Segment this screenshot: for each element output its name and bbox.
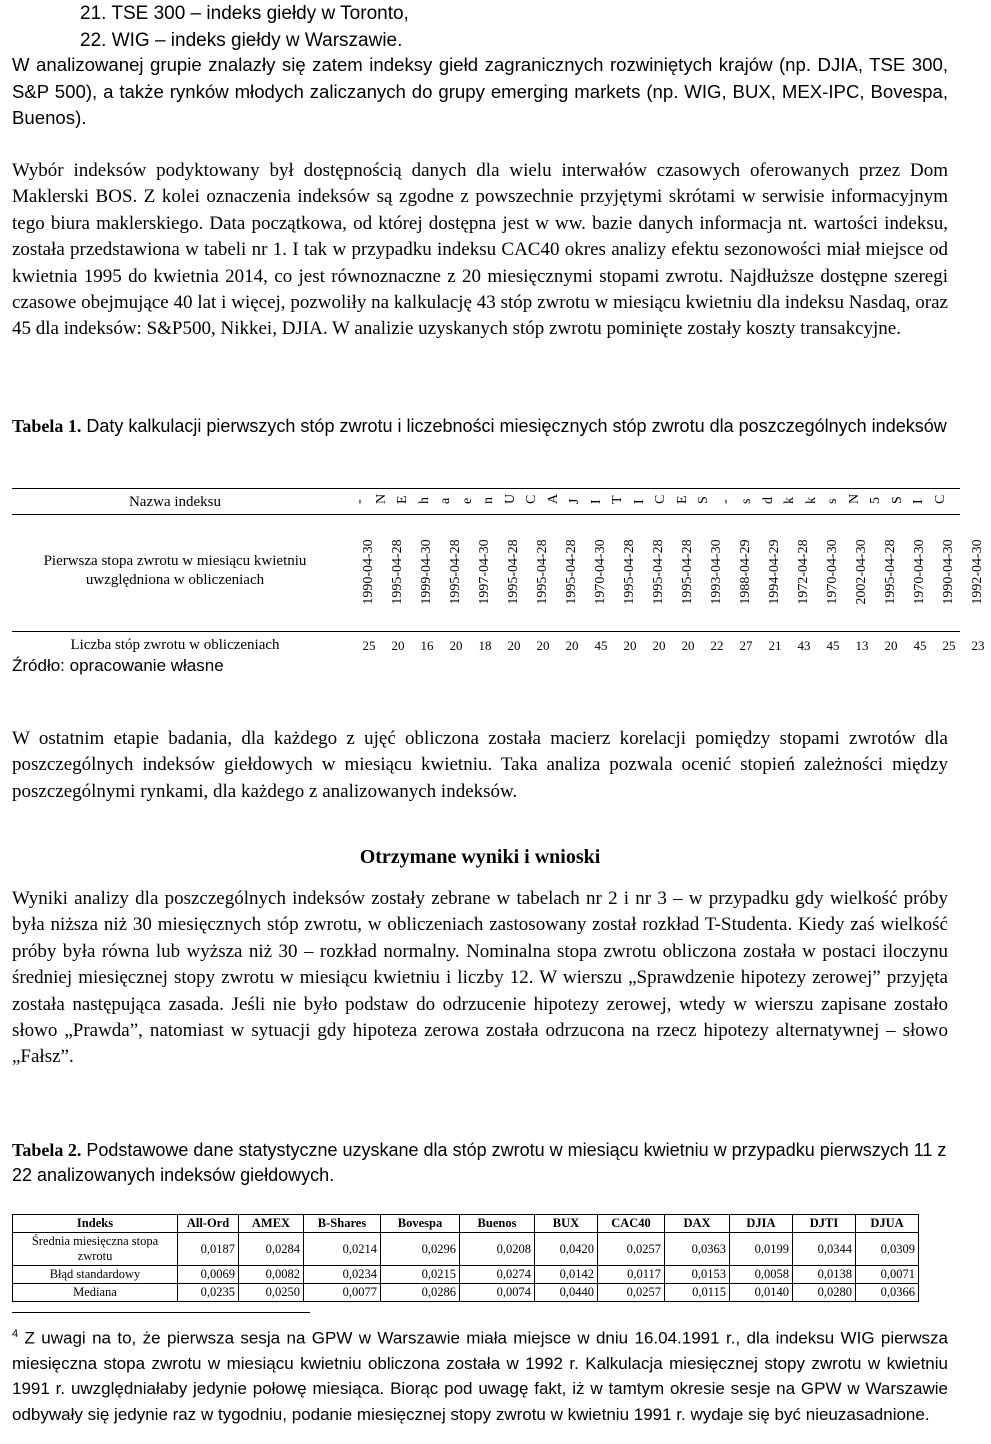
- table2-value-cell: 0,0117: [598, 1266, 665, 1284]
- table1-count-cell: 43: [797, 638, 811, 653]
- table1-date-text: 1997-04-30: [477, 539, 492, 605]
- table1-header-glyph-text: A: [545, 493, 561, 504]
- table1-date-cell: [678, 522, 698, 622]
- table1-count-cell: 45: [594, 638, 608, 653]
- table1-header-glyph-text: E: [395, 495, 410, 504]
- table2-value-cell: 0,0069: [178, 1266, 239, 1284]
- table1-date-text: 1970-04-30: [825, 539, 840, 605]
- table1-header-glyph-text: N: [846, 493, 862, 504]
- table2-header-cell: DJUA: [856, 1215, 919, 1233]
- table1-date-text: 1995-04-28: [535, 539, 550, 605]
- table1-count-cell: 20: [623, 638, 637, 653]
- table1-header-glyph-text: k: [803, 497, 819, 504]
- table1-header-glyph-text: s: [739, 498, 754, 504]
- table1-date-text: 1972-04-28: [796, 539, 811, 605]
- table2-value-cell: 0,0140: [730, 1284, 793, 1302]
- table2-caption-label: Tabela 2.: [12, 1140, 82, 1160]
- table-row: [13, 1284, 919, 1302]
- table2-value-cell: 0,0215: [381, 1266, 460, 1284]
- table1-header-glyph-text: C: [932, 494, 948, 504]
- table1-header-glyph: [868, 488, 884, 512]
- table1-header-glyph: [395, 488, 411, 512]
- table1-header-glyph: [761, 488, 777, 512]
- table1-date-cell: [620, 522, 640, 622]
- table2-header-cell: Buenos: [460, 1215, 535, 1233]
- table1-date-cell: [881, 522, 901, 622]
- table2-value-cell: 0,0187: [178, 1233, 239, 1266]
- table1-date-text: 1995-04-28: [390, 539, 405, 605]
- table1-header-glyph-text: k: [782, 497, 797, 504]
- table1-row-count-label: Liczba stóp zwrotu w obliczeniach: [70, 637, 280, 653]
- table2-header-cell: AMEX: [239, 1215, 304, 1233]
- table1-date-text: 1995-04-28: [622, 539, 637, 605]
- table1-count-cell: 25: [942, 638, 956, 653]
- table1-header-glyph-text: I: [911, 499, 926, 504]
- table1-date-text: 1995-04-28: [680, 539, 695, 605]
- table1-caption-label: Tabela 1.: [12, 416, 82, 436]
- table1-header-glyph: [718, 488, 734, 512]
- table-rule: [12, 514, 960, 515]
- table1-date-text: 1970-04-30: [912, 539, 927, 605]
- table1-date-cell: [562, 522, 582, 622]
- table2-value-cell: 0,0142: [535, 1266, 598, 1284]
- table-row: [13, 1233, 919, 1266]
- table1-date-text: 1994-04-29: [767, 539, 782, 605]
- paragraph-correlation: W ostatnim etapie badania, dla każdego z ujęć obliczona została macierz korelacji pomiędzy stopami zwrotów dla poszczególnych indeksów giełdowych w miesiącu kwietniu. Taka analiza pozwala ocenić stopień zależności między poszczególnymi rynkami, dla każdego z analizowanych indeksów.: [12, 728, 948, 802]
- table1-date-cell: [359, 522, 379, 622]
- table2-value-cell: 0,0077: [304, 1284, 381, 1302]
- table1-count-cell: 20: [536, 638, 550, 653]
- table1-header-glyph-text: E: [674, 495, 690, 504]
- table1-date-cell: [736, 522, 756, 622]
- index-list: [80, 0, 409, 54]
- table1-count-cell: 45: [826, 638, 840, 653]
- paragraph-results: Wyniki analizy dla poszczególnych indeksów zostały zebrane w tabelach nr 2 i nr 3 – w przypadku gdy wielkość próby była niższa niż 30 miesięcznych stóp zwrotu, w obliczeniach zastosowany został rozkład T-Studenta. Kiedy zaś wielkość próby była równa lub wyższa niż 30 – rozkład normalny. Nominalna stopa zwrotu obliczona została w postaci iloczynu średniej miesięcznej stopy zwrotu w miesiącu kwietniu i liczby 12. W wierszu „Sprawdzenie hipotezy zerowej” przyjęta została następująca zasada. Jeśli nie było podstaw do odrzucenie hipotezy zerowej, wtedy w wierszu zapisane zostało słowo „Prawda”, natomiast w sytuacji gdy hipoteza zerowa została odrzucona na rzecz hipotezy alternatywnej – słowo „Fałsz”.: [12, 888, 948, 1068]
- table1-date-text: 1995-04-28: [883, 539, 898, 605]
- table1-header-glyph-text: a: [438, 497, 453, 504]
- table1-date-cell: [475, 522, 495, 622]
- table2-value-cell: 0,0440: [535, 1284, 598, 1302]
- table1-date-text: 1970-04-30: [593, 539, 608, 605]
- table2-row-label: Mediana: [13, 1284, 178, 1302]
- table1-header-glyph-text: 5: [868, 497, 883, 504]
- table2-value-cell: 0,0257: [598, 1284, 665, 1302]
- table1-header-glyph-text: N: [373, 493, 389, 504]
- table1-date-cell: [446, 522, 466, 622]
- table2-body: [13, 1233, 919, 1302]
- table2-value-cell: 0,0296: [381, 1233, 460, 1266]
- table1-header-glyph: [438, 488, 454, 512]
- table1-count-cell: 20: [652, 638, 666, 653]
- footnote-rule: [12, 1312, 310, 1313]
- table1-date-cell: [707, 522, 727, 622]
- table1-header-glyph: [567, 488, 583, 512]
- table1-header-glyph-text: e: [459, 497, 475, 504]
- table1-date-cell: [968, 522, 988, 622]
- table1-date-text: 1995-04-28: [448, 539, 463, 605]
- table1-header-glyph-text: S: [696, 496, 711, 504]
- table1-header-glyph: [503, 488, 519, 512]
- table2-value-cell: 0,0138: [793, 1266, 856, 1284]
- table2-header-cell: Indeks: [13, 1215, 178, 1233]
- table1-header-glyph: [653, 488, 669, 512]
- table1-date-cell: [417, 522, 437, 622]
- table1-count-cell: 18: [478, 638, 492, 653]
- table1-header-glyph-text: d: [760, 497, 776, 504]
- table2-header-cell: DJIA: [730, 1215, 793, 1233]
- table2-header-cell: B-Shares: [304, 1215, 381, 1233]
- table1-header-glyph: [417, 488, 433, 512]
- table2-value-cell: 0,0257: [598, 1233, 665, 1266]
- paragraph-analyzed-group: W analizowanej grupie znalazły się zatem indeksy giełd zagranicznych rozwiniętych krajów (np. DJIA, TSE 300, S&P 500), a także rynków młodych zaliczanych do grupy emerging markets (np. WIG, BUX, MEX-IPC, Bovespa, Buenos).: [12, 54, 948, 128]
- table1-header-glyph: [847, 488, 863, 512]
- table2-value-cell: 0,0074: [460, 1284, 535, 1302]
- list-item: 21. TSE 300 – indeks giełdy w Toronto,: [80, 3, 409, 24]
- paragraph-index-selection: Wybór indeksów podyktowany był dostępnością danych dla wielu interwałów czasowych oferowanych przez Dom Maklerski BOS. Z kolei oznaczenia indeksów są zgodne z powszechnie przyjętymi skrótami w serwisie informacyjnym tego biura maklerskiego. Data początkowa, od której dostępna jest w ww. bazie danych informacja nt. wartości indeksu, została przedstawiona w tabeli nr 1. I tak w przypadku indeksu CAC40 okres analizy efektu sezonowości miał miejsce od kwietnia 1995 do kwietnia 2014, co jest równoznaczne z 20 miesięcznymi stopami zwrotu. Najdłuższe dostępne szeregi czasowe obejmujące 40 lat i więcej, pozwoliły na kalkulację 43 stóp zwrotu w miesiącu kwietniu dla indeksu Nasdaq, oraz 45 dla indeksów: S&P500, Nikkei, DJIA. W analizie uzyskanych stóp zwrotu pominięte zostały koszty transakcyjne.: [12, 160, 948, 340]
- table2-caption: [12, 1138, 948, 1188]
- table1-date-text: 1990-04-30: [941, 539, 956, 605]
- table2-row-label: Średnia miesięczna stopa zwrotu: [13, 1233, 178, 1266]
- table2-value-cell: 0,0284: [239, 1233, 304, 1266]
- table2-value-cell: 0,0071: [856, 1266, 919, 1284]
- table1-header-glyph-text: h: [416, 497, 432, 504]
- table1-count-cell: 20: [391, 638, 405, 653]
- table1-date-cell: [388, 522, 408, 622]
- table-row: [13, 1266, 919, 1284]
- table1-date-text: 1995-04-28: [564, 539, 579, 605]
- table1-header-glyph: [610, 488, 626, 512]
- table1-count-cell: 16: [420, 638, 434, 653]
- table2-value-cell: 0,0208: [460, 1233, 535, 1266]
- table2-header-cell: All-Ord: [178, 1215, 239, 1233]
- table1-count-cell: 22: [710, 638, 724, 653]
- table1-count-cell: 45: [913, 638, 927, 653]
- table1-header-glyph: [374, 488, 390, 512]
- table1-header-glyph-text: J: [567, 498, 582, 504]
- table1-date-cell: [649, 522, 669, 622]
- table1-date-text: 1990-04-30: [361, 539, 376, 605]
- table1-date-cell: [794, 522, 814, 622]
- table1-header-glyph: [524, 488, 540, 512]
- table2-value-cell: 0,0286: [381, 1284, 460, 1302]
- footnote-text: Z uwagi na to, że pierwsza sesja na GPW w Warszawie miała miejsce w dniu 16.04.1991 r., dla indeksu WIG pierwsza miesięczna stopa zwrotu w miesiącu kwietniu obliczona została w 1992 r. Kalkulacja miesięcznej stopy zwrotu w kwietniu 1991 r. uwzględniałaby jedynie połowę miesiąca. Biorąc pod uwagę fakt, iż w tamtym okresie sesje na GPW w Warszawie odbywały się jedynie raz w tygodniu, podanie miesięcznej stopy zwrotu w kwietniu 1991 r. wydaje się być nieuzasadnione.: [12, 1328, 948, 1424]
- table2-value-cell: 0,0366: [856, 1284, 919, 1302]
- table1-header-glyph-text: U: [502, 493, 518, 504]
- table1-caption-text: Daty kalkulacji pierwszych stóp zwrotu i liczebności miesięcznych stóp zwrotu dla poszczególnych indeksów: [81, 416, 947, 436]
- table1-header-glyph: [481, 488, 497, 512]
- section-heading: Otrzymane wyniki i wnioski: [359, 846, 601, 868]
- table1-count-cell: 20: [884, 638, 898, 653]
- table1-header-glyph: [460, 488, 476, 512]
- table1-date-text: 2002-04-30: [854, 539, 869, 605]
- table2-header-cell: CAC40: [598, 1215, 665, 1233]
- table1-count-cell: 27: [739, 638, 753, 653]
- table1-header-glyph-text: C: [524, 494, 539, 504]
- table2-value-cell: 0,0214: [304, 1233, 381, 1266]
- table2-value-cell: 0,0082: [239, 1266, 304, 1284]
- table2-value-cell: 0,0199: [730, 1233, 793, 1266]
- table1-count-cell: 25: [362, 638, 376, 653]
- table1-source: Źródło: opracowanie własne: [12, 656, 224, 675]
- table2-value-cell: 0,0250: [239, 1284, 304, 1302]
- table1-count-cell: 13: [855, 638, 869, 653]
- table2-value-cell: 0,0363: [665, 1233, 730, 1266]
- table2-value-cell: 0,0115: [665, 1284, 730, 1302]
- table1-date-cell: [765, 522, 785, 622]
- table2-caption-text: Podstawowe dane statystyczne uzyskane dla stóp zwrotu w miesiącu kwietniu w przypadku pierwszych 11 z 22 analizowanych indeksów giełdowych.: [12, 1140, 947, 1185]
- table1-header-glyph: [546, 488, 562, 512]
- table2-header-cell: BUX: [535, 1215, 598, 1233]
- table1-header-glyph-text: I: [631, 499, 647, 504]
- table2-value-cell: 0,0274: [460, 1266, 535, 1284]
- table1-caption: [12, 414, 948, 439]
- table1-count-cell: 20: [565, 638, 579, 653]
- table1-header-glyph: [696, 488, 712, 512]
- table2-value-cell: 0,0235: [178, 1284, 239, 1302]
- table-rule: [12, 631, 960, 632]
- table1-header-glyph: [675, 488, 691, 512]
- table1-header-glyph: [782, 488, 798, 512]
- table2-row-label: Błąd standardowy: [13, 1266, 178, 1284]
- table1-date-cell: [910, 522, 930, 622]
- table2-value-cell: 0,0309: [856, 1233, 919, 1266]
- footnote-number: 4: [12, 1328, 19, 1340]
- footnote: [12, 1322, 948, 1427]
- table1-header-glyph-text: T: [610, 495, 625, 504]
- table2-value-cell: 0,0420: [535, 1233, 598, 1266]
- table1-header-glyph: [825, 488, 841, 512]
- table1-header-glyph-text: -: [717, 499, 733, 504]
- table1-header-glyph: [911, 488, 927, 512]
- table1-header-glyph: [739, 488, 755, 512]
- table1-header-glyph-text: s: [825, 498, 840, 504]
- table1-header-glyph: [933, 488, 949, 512]
- table1-header-glyph-text: -: [352, 499, 367, 504]
- list-item: 22. WIG – indeks giełdy w Warszawie.: [80, 30, 403, 51]
- table1-count-cell: 20: [507, 638, 521, 653]
- table1-header-glyph-text: C: [653, 494, 668, 504]
- table1-header-glyph: [890, 488, 906, 512]
- table1-header-glyph: [589, 488, 605, 512]
- table1-header-glyph: [804, 488, 820, 512]
- table2-value-cell: 0,0280: [793, 1284, 856, 1302]
- table1-date-text: 1995-04-28: [651, 539, 666, 605]
- table1-row-first-label: Pierwsza stopa zwrotu w miesiącu kwietniu uwzględniona w obliczeniach: [43, 553, 307, 588]
- table2-header-cell: Bovespa: [381, 1215, 460, 1233]
- table2-value-cell: 0,0234: [304, 1266, 381, 1284]
- table2-header-cell: DAX: [665, 1215, 730, 1233]
- table1-count-cell: 20: [449, 638, 463, 653]
- table1-date-cell: [852, 522, 872, 622]
- table1-date-cell: [939, 522, 959, 622]
- table1-date-cell: [504, 522, 524, 622]
- table1-header-glyph-text: I: [588, 499, 604, 504]
- table1-date-cell: [823, 522, 843, 622]
- table1-count-cell: 21: [768, 638, 782, 653]
- table1-header-glyph-text: S: [889, 496, 905, 504]
- table1-date-cell: [591, 522, 611, 622]
- table1: [12, 488, 985, 660]
- table1-header-glyph-text: n: [481, 497, 496, 504]
- table1-row-name-label: Nazwa indeksu: [128, 494, 222, 510]
- table1-header-glyph: [352, 488, 368, 512]
- table1-header-glyph: [632, 488, 648, 512]
- table1-date-text: 1995-04-28: [506, 539, 521, 605]
- table1-count-cell: 23: [971, 638, 985, 653]
- table2-value-cell: 0,0344: [793, 1233, 856, 1266]
- table1-date-text: 1999-04-30: [419, 539, 434, 605]
- table1-date-text: 1988-04-29: [738, 539, 753, 605]
- table1-date-text: 1993-04-30: [709, 539, 724, 605]
- table2-value-cell: 0,0153: [665, 1266, 730, 1284]
- table2-header-cell: DJTI: [793, 1215, 856, 1233]
- table2: [12, 1214, 919, 1302]
- table2-value-cell: 0,0058: [730, 1266, 793, 1284]
- table2-header-row: [13, 1215, 919, 1233]
- table1-date-cell: [533, 522, 553, 622]
- table1-count-cell: 20: [681, 638, 695, 653]
- table1-date-text: 1992-04-30: [970, 539, 985, 605]
